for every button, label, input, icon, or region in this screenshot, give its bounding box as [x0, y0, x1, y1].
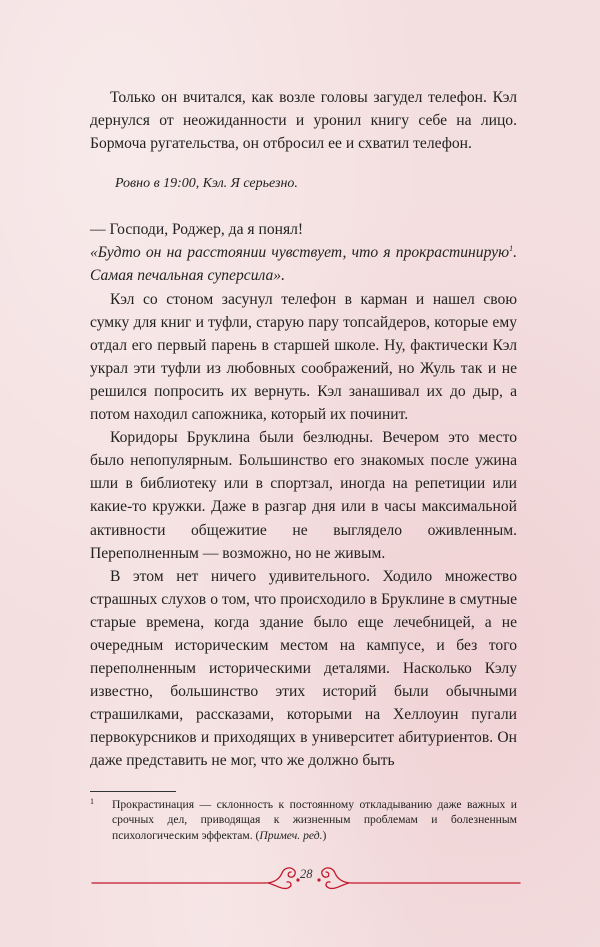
paragraph-corridors: Коридоры Бруклина были безлюдны. Вечером это место было непопулярным. Большинство его знакомых после ужина шли в библиотеку или в спортзал, иногда на репетиции или какие-то кружки. Даже в разгар дня или в часы максимальной активности общежитие не выглядело оживленным. Переполненным — возможно, но не живым.: [90, 429, 517, 562]
editor-note: Примеч. ред.: [259, 828, 323, 842]
inner-thought: [90, 241, 517, 287]
footnote: [90, 797, 517, 843]
footnote-text: Прокрастинация — склонность к постоянному откладыванию даже важных и срочных дел, приводящая к жизненным проблемам и болезненным психологическим эффектам. (Примеч. ред.): [112, 798, 517, 842]
dialog-line: — Господи, Роджер, да я понял!: [90, 221, 304, 239]
footnote-number: 1: [90, 797, 94, 806]
phone-message: Ровно в 19:00, Кэл. Я серьезно.: [115, 176, 298, 192]
footnote-reference: 1: [509, 244, 514, 254]
paragraph-rumors: В этом нет ничего удивительного. Ходило множество страшных слухов о том, что происходило в Бруклине в смутные старые времена, когда здание было еще лечебницей, а не очередным историческим местом на кампусе, и без того переполненным историческими деталями. Насколько Кэлу известно, большинство этих историй были обычными страшилками, рассказами, которыми на Хеллоуин пугали первокурсников и приходящих в университет абитуриентов. Он даже представить не мог, что же должно быть: [90, 567, 517, 770]
footnote-divider: [90, 791, 176, 792]
thought-text: «Будто он на расстоянии чувствует, что я прокрастинирую: [90, 244, 510, 262]
page-number: 28: [300, 867, 313, 881]
thought-text-end: . Самая печальная суперсила».: [90, 244, 517, 285]
page-body: [90, 86, 517, 773]
paragraph-opening: Только он вчитался, как возле головы загудел телефон. Кэл дернулся от неожиданности и уронил книгу себе на лицо. Бормоча ругательства, он отбросил ее и схватил телефон.: [90, 89, 517, 153]
paragraph-shoes: Кэл со стоном засунул телефон в карман и нашел свою сумку для книг и туфли, старую пару топсайдеров, которые ему отдал его первый парень в старшей школе. Ну, фактически Кэл украл эти туфли из любовных соображений, но Жуль так и не решился попросить их вернуть. Кэл занашивал их до дыр, а потом находил сапожника, который их починит.: [90, 290, 517, 424]
